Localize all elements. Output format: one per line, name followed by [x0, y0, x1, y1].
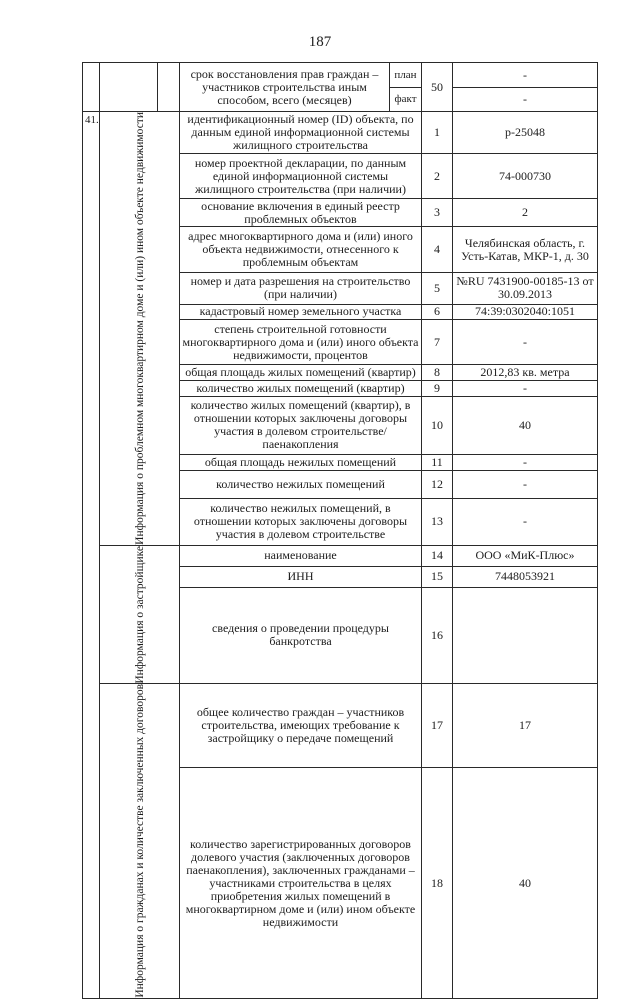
row-label: номер и дата разрешения на строительство (при наличии) [180, 272, 422, 304]
row-value: - [453, 470, 598, 499]
row-value: 40 [453, 768, 598, 999]
row-label: основание включения в единый реестр проблемных объектов [180, 198, 422, 227]
row-code: 14 [422, 545, 453, 566]
row-value: Челябинская область, г. Усть-Катав, МКР-1, д. 30 [453, 227, 598, 272]
row-value: 7448053921 [453, 566, 598, 587]
row-code: 7 [422, 320, 453, 364]
row-code: 10 [422, 396, 453, 454]
row-value: - [453, 499, 598, 546]
table-row [83, 684, 598, 768]
table-row [83, 112, 598, 154]
row-label: общая площадь нежилых помещений [180, 454, 422, 470]
row-code: 11 [422, 454, 453, 470]
row-label: идентификационный номер (ID) объекта, по данным единой информационной системы жилищного строительства [180, 112, 422, 154]
section-title-developer: Информация о застройщике [100, 545, 180, 684]
row-value: - [453, 380, 598, 396]
row-label: срок восстановления прав граждан – участников строительства иным способом, всего (месяцев) [180, 63, 390, 112]
row-value: 2012,83 кв. метра [453, 364, 598, 380]
section-title-property: Информация о проблемном многоквартирном доме и (или) ином объекте недвижимости [100, 112, 180, 546]
row-label: общее количество граждан – участников строительства, имеющих требование к застройщику о передаче помещений [180, 684, 422, 768]
row-label: кадастровый номер земельного участка [180, 304, 422, 320]
row-value: 40 [453, 396, 598, 454]
row-code: 2 [422, 154, 453, 198]
entry-number-cell [83, 63, 100, 112]
fact-value: - [453, 88, 598, 112]
row-value [453, 587, 598, 684]
row-value: р-25048 [453, 112, 598, 154]
page-number: 187 [308, 34, 332, 50]
row-label: количество зарегистрированных договоров долевого участия (заключенных договоров паенакопления), заключенных гражданами – участниками строительства в целях приобретения жилых помещений в многоквартирном доме и (или) ином объекте недвижимости [180, 768, 422, 999]
entry-number: 41. [83, 112, 100, 999]
row-code: 13 [422, 499, 453, 546]
row-code: 1 [422, 112, 453, 154]
row-value: ООО «МиК-Плюс» [453, 545, 598, 566]
row-code: 12 [422, 470, 453, 499]
row-code: 3 [422, 198, 453, 227]
row-value: 2 [453, 198, 598, 227]
table-row [83, 63, 598, 88]
table-row [83, 545, 598, 566]
row-code: 6 [422, 304, 453, 320]
row-code: 50 [422, 63, 453, 112]
row-label: ИНН [180, 566, 422, 587]
row-code: 18 [422, 768, 453, 999]
row-label: наименование [180, 545, 422, 566]
row-value: 17 [453, 684, 598, 768]
plan-label: план [390, 63, 422, 88]
row-code: 8 [422, 364, 453, 380]
fact-label: факт [390, 88, 422, 112]
row-label: количество нежилых помещений [180, 470, 422, 499]
row-value: №RU 7431900-00185-13 от 30.09.2013 [453, 272, 598, 304]
plan-value: - [453, 63, 598, 88]
row-value: 74:39:0302040:1051 [453, 304, 598, 320]
row-label: количество нежилых помещений, в отношении которых заключены договоры участия в долевом строительстве [180, 499, 422, 546]
row-value: - [453, 454, 598, 470]
row-label: адрес многоквартирного дома и (или) иного объекта недвижимости, отнесенного к проблемным объектам [180, 227, 422, 272]
row-label: количество жилых помещений (квартир) [180, 380, 422, 396]
row-code: 5 [422, 272, 453, 304]
row-value: 74-000730 [453, 154, 598, 198]
section-title-citizens: Информация о гражданах и количестве заключенных договоров [100, 684, 180, 999]
row-code: 16 [422, 587, 453, 684]
property-info-table [82, 62, 598, 999]
row-code: 17 [422, 684, 453, 768]
row-label: степень строительной готовности многоквартирного дома и (или) иного объекта недвижимости, процентов [180, 320, 422, 364]
row-code: 4 [422, 227, 453, 272]
row-label: общая площадь жилых помещений (квартир) [180, 364, 422, 380]
subsection-cell [158, 63, 180, 112]
row-label: сведения о проведении процедуры банкротства [180, 587, 422, 684]
row-code: 9 [422, 380, 453, 396]
row-code: 15 [422, 566, 453, 587]
row-value: - [453, 320, 598, 364]
row-label: количество жилых помещений (квартир), в отношении которых заключены договоры участия в долевом строительстве/паенакопления [180, 396, 422, 454]
section-cell [100, 63, 158, 112]
row-label: номер проектной декларации, по данным единой информационной системы жилищного строительства (при наличии) [180, 154, 422, 198]
